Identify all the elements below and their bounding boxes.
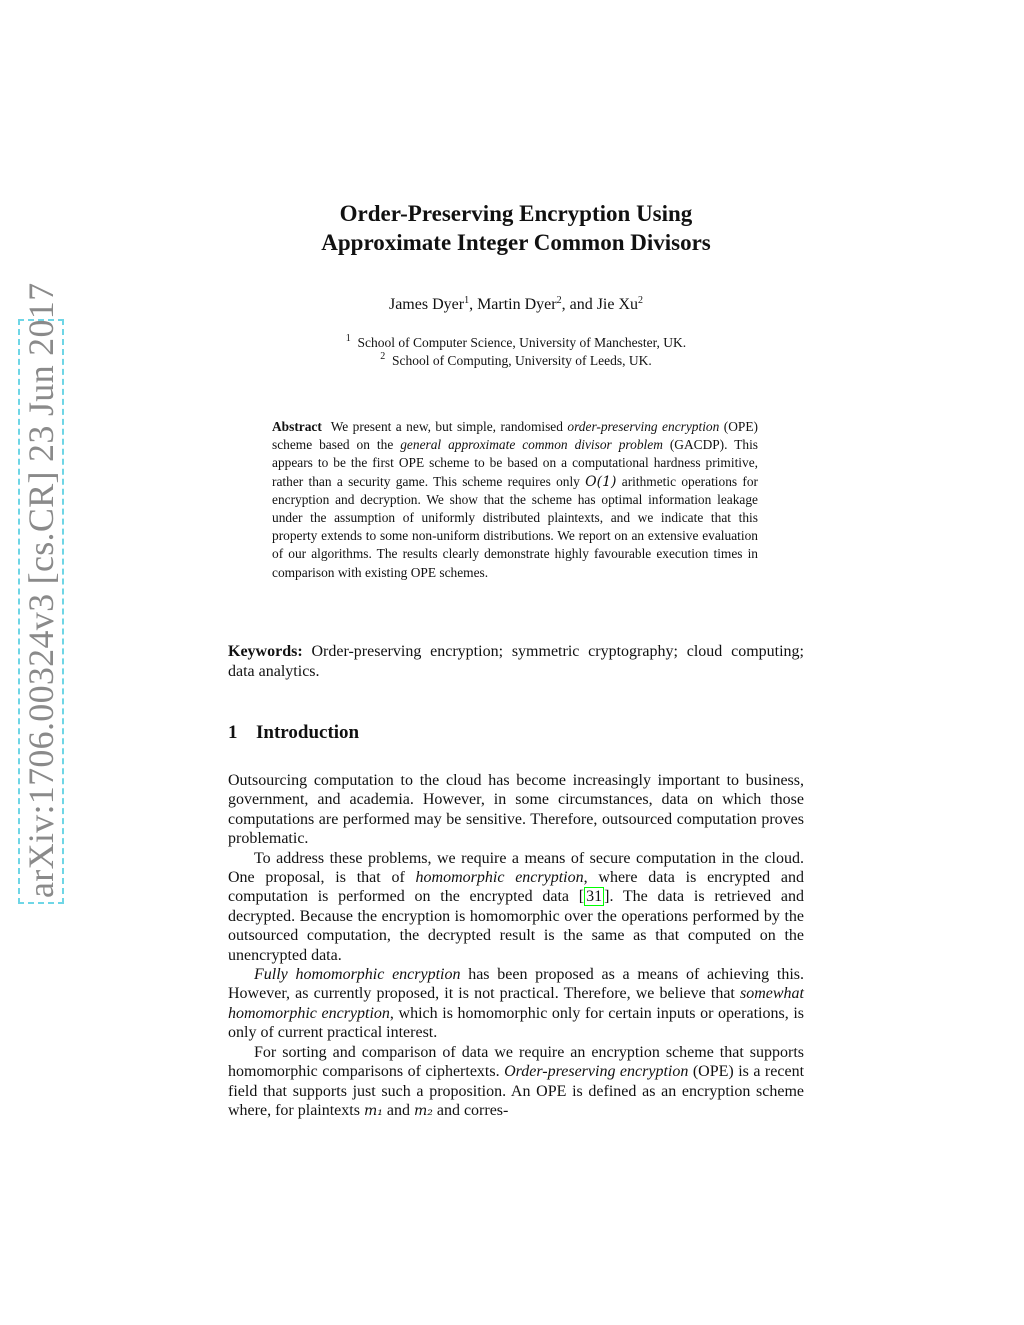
author-3-affil: 2 <box>638 295 644 306</box>
paragraph-emph: homomorphic encryption <box>415 869 584 887</box>
author-2-affil: 2 <box>556 295 562 306</box>
affiliation-1-marker: 1 <box>345 333 351 344</box>
keywords-text: Order-preserving encryption; symmetric cryptography; cloud computing; data analytics. <box>228 643 804 680</box>
abstract-label: Abstract <box>272 419 322 434</box>
abstract <box>272 418 758 582</box>
paragraph-text: ]. The data is retrieved and decrypted. Because the encryption is homomorphic over the operations performed by the outsourced computation, the decrypted result is the same as that computed on the unencrypted data. <box>228 888 805 964</box>
keywords <box>228 642 804 681</box>
paragraph-text: To address these problems, we require a means of secure computation in the cloud. One proposal, is that of <box>228 849 804 887</box>
paragraph-text: , which is homomorphic only for certain inputs or operations, is only of current practical interest. <box>228 1004 804 1042</box>
author-3: Jie Xu <box>596 296 639 313</box>
paragraph-emph: Fully homomorphic encryption <box>254 966 461 984</box>
paragraph-text: For sorting and comparison of data we require an encryption scheme that supports homomorphic comparisons of ciphertexts. <box>228 1043 804 1081</box>
title-line-1: Order-Preserving Encryption Using <box>339 201 693 226</box>
author-1: James Dyer <box>388 296 465 313</box>
author-separator: , and <box>561 296 597 313</box>
affiliation-1 <box>228 334 804 352</box>
author-separator: , <box>469 296 478 313</box>
section-heading <box>228 721 359 745</box>
paragraph-text: and <box>382 1101 414 1119</box>
affiliation-2-text: School of Computing, University of Leeds, UK. <box>391 353 652 368</box>
paper-title <box>228 199 804 257</box>
title-line-2: Approximate Integer Common Divisors <box>321 230 711 255</box>
keywords-label: Keywords: <box>228 643 303 660</box>
section-title: Introduction <box>256 722 360 743</box>
paragraph-3 <box>228 965 804 1043</box>
abstract-text: arithmetic operations for encryption and decryption. We show that the scheme has optimal information leakage under the assumption of uniformly distributed plaintexts, and we indicate that this property extends to some non-uniform distributions. We report on an extensive evaluation of our algorithms. The results clearly demonstrate highly favourable execution times in comparison with existing OPE schemes. <box>272 473 759 580</box>
paragraph-text: and corres- <box>432 1101 509 1119</box>
affiliation-2 <box>228 352 804 370</box>
abstract-text: We present a new, but simple, randomised <box>330 419 568 434</box>
paragraph-math: m₂ <box>413 1102 433 1119</box>
author-2: Martin Dyer <box>477 296 557 313</box>
affiliation-2-marker: 2 <box>380 351 386 362</box>
paragraph-text: (OPE) is a recent field that supports just such a proposition. An OPE is defined as an encryption scheme where, for plaintexts <box>228 1063 805 1119</box>
abstract-text: (GACDP). This appears to be the first OPE scheme to be based on a computational hardness primitive, rather than a security game. This scheme requires only <box>272 437 759 489</box>
affiliation-1-text: School of Computer Science, University of Manchester, UK. <box>357 335 687 350</box>
paragraph-emph: somewhat homomorphic encryption <box>228 985 804 1022</box>
section-number: 1 <box>228 722 238 743</box>
paragraph-1 <box>228 771 804 849</box>
abstract-math: O(1) <box>585 473 617 490</box>
body-text <box>228 771 804 1121</box>
paragraph-math: m₁ <box>363 1102 383 1119</box>
paragraph-text: has been proposed as a means of achieving this. However, as currently proposed, it is not practical. Therefore, we believe that <box>228 966 804 1003</box>
arxiv-stamp-text: arXiv:1706.00324v3 [cs.CR] 23 Jun 2017 <box>18 319 64 904</box>
paragraph-2 <box>228 849 804 965</box>
citation-link[interactable]: 31 <box>586 888 603 906</box>
abstract-text: (OPE) scheme based on the <box>272 419 758 453</box>
author-list <box>228 295 804 315</box>
author-1-affil: 1 <box>464 295 470 306</box>
arxiv-stamp <box>18 0 82 904</box>
paragraph-text: Outsourcing computation to the cloud has become increasingly important to business, government, and academia. However, in some circumstances, data on which those computations are performed may be sensitive. Therefore, outsourced computation proves problematic. <box>228 772 804 848</box>
abstract-emph: order-preserving encryption <box>567 419 720 434</box>
paragraph-emph: Order-preserving encryption <box>504 1063 689 1081</box>
paragraph-text: , where data is encrypted and computation is performed on the encrypted data [ <box>228 869 805 906</box>
paragraph-4 <box>228 1043 804 1122</box>
abstract-emph: general approximate common divisor problem <box>400 437 663 453</box>
